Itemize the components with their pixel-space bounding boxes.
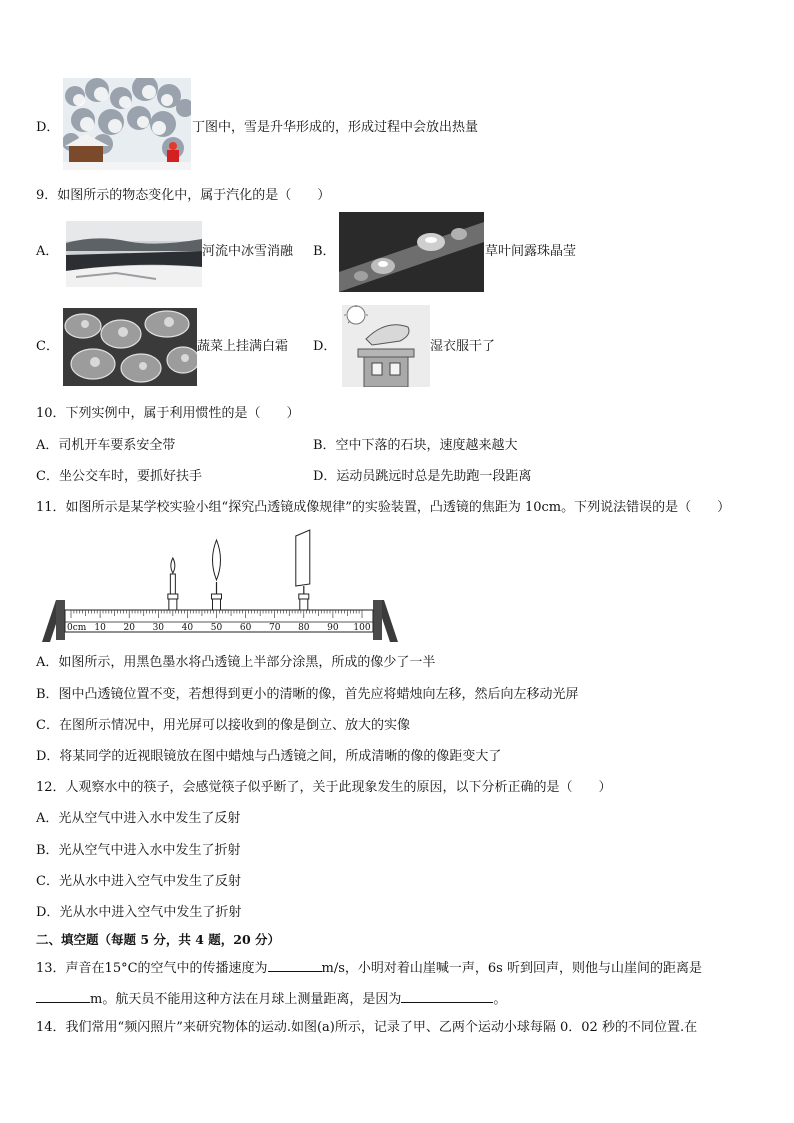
- ruler-tick-label: 90: [327, 623, 339, 633]
- ruler-tick-label: 100: [353, 623, 371, 633]
- optical-bench-diagram: [40, 528, 402, 646]
- wet-clothes-drying-image: [342, 305, 430, 387]
- screen-holder: [300, 598, 308, 610]
- q13-blank-speed[interactable]: [268, 957, 322, 972]
- q8-option-d-text: 丁图中，雪是升华形成的，形成过程中会放出热量: [192, 120, 479, 135]
- bench-right-end: [373, 600, 382, 640]
- q9-option-d-text: 湿衣服干了: [430, 339, 496, 354]
- q11-option-d: D．将某同学的近视眼镜放在图中蜡烛与凸透镜之间，所成清晰的像的像距变大了: [36, 749, 502, 764]
- q12-stem: 12．人观察水中的筷子，会感觉筷子似乎断了，关于此现象发生的原因，以下分析正确的是（ ）: [36, 780, 612, 795]
- q10-option-c: C．坐公交车时，要抓好扶手: [36, 469, 202, 484]
- section-fill-in-title: 二、填空题（每题 5 分，共 4 题，20 分）: [36, 932, 281, 947]
- q8-option-d-label: D．: [36, 120, 60, 135]
- q12-option-a: A．光从空气中进入水中发生了反射: [36, 811, 241, 826]
- snow-forest-image: [63, 78, 191, 170]
- candle-body: [170, 574, 175, 594]
- q9-option-a-text: 河流中冰雪消融: [202, 244, 294, 259]
- lens-holder: [213, 598, 221, 610]
- ruler-unit-label: 0cm: [67, 623, 87, 633]
- lens-holder-cap: [212, 594, 222, 599]
- light-screen: [296, 530, 310, 586]
- candle-holder: [169, 598, 177, 610]
- q9-option-c-text: 蔬菜上挂满白霜: [197, 339, 289, 354]
- q9-option-a-label: A．: [36, 244, 59, 259]
- q9-option-d-label: D．: [313, 339, 337, 354]
- q13-blank-distance[interactable]: [36, 988, 90, 1003]
- q9-option-b-text: 草叶间露珠晶莹: [485, 244, 577, 259]
- q13-text-2: m/s，小明对着山崖喊一声，6s 听到回声，则他与山崖间的距离是: [321, 961, 702, 976]
- river-ice-melting-image: [66, 221, 202, 287]
- q10-option-b: B．空中下落的石块，速度越来越大: [313, 438, 518, 453]
- q13-line-2: [36, 988, 506, 1009]
- bench-left-end: [56, 600, 65, 640]
- dew-drops-image: [339, 212, 484, 292]
- q11-option-b: B．图中凸透镜位置不变，若想得到更小的清晰的像，首先应将蜡烛向左移，然后向左移动光屏: [36, 687, 579, 702]
- q11-option-a: A．如图所示，用黑色墨水将凸透镜上半部分涂黑，所成的像少了一半: [36, 655, 436, 670]
- ruler-tick-label: 30: [152, 623, 165, 633]
- q11-option-c: C．在图所示情况中，用光屏可以接收到的像是倒立、放大的实像: [36, 718, 410, 733]
- ruler-tick-label: 40: [181, 623, 194, 633]
- q10-stem: 10．下列实例中，属于利用惯性的是（ ）: [36, 406, 300, 421]
- q9-stem: 9．如图所示的物态变化中，属于汽化的是（ ）: [36, 188, 331, 203]
- q13-line-1: [36, 957, 702, 978]
- q13-text-1: 13．声音在15°C的空气中的传播速度为: [36, 961, 268, 976]
- q10-option-d: D．运动员跳远时总是先助跑一段距离: [313, 469, 532, 484]
- q13-text-4: 。: [493, 992, 507, 1007]
- q9-option-c-label: C．: [36, 339, 59, 354]
- convex-lens: [213, 540, 221, 580]
- q13-text-3: m。航天员不能用这种方法在月球上测量距离，是因为: [90, 992, 402, 1007]
- q12-option-d: D．光从水中进入空气中发生了折射: [36, 905, 242, 920]
- candle-holder-cap: [168, 594, 178, 599]
- ruler-tick-label: 50: [210, 623, 223, 633]
- q9-option-b-label: B．: [313, 244, 336, 259]
- ruler-tick-label: 20: [123, 623, 135, 633]
- q12-option-b: B．光从空气中进入水中发生了折射: [36, 843, 241, 858]
- frost-vegetables-image: [63, 308, 197, 386]
- ruler-tick-label: 70: [268, 623, 281, 633]
- q13-blank-reason[interactable]: [401, 988, 493, 1003]
- ruler-tick-label: 60: [239, 623, 252, 633]
- ruler-tick-label: 80: [298, 623, 310, 633]
- q10-option-a: A．司机开车要系安全带: [36, 438, 176, 453]
- q11-stem: 11．如图所示是某学校实验小组“探究凸透镜成像规律”的实验装置，凸透镜的焦距为 10cm。下列说法错误的是（ ）: [36, 500, 731, 515]
- screen-holder-cap: [299, 594, 309, 599]
- q12-option-c: C．光从水中进入空气中发生了反射: [36, 874, 241, 889]
- candle-flame: [171, 558, 175, 573]
- ruler-tick-label: 10: [94, 623, 106, 633]
- q14-stem: 14．我们常用“频闪照片”来研究物体的运动.如图(a)所示，记录了甲、乙两个运动小球每隔 0．02 秒的不同位置.在: [36, 1020, 698, 1035]
